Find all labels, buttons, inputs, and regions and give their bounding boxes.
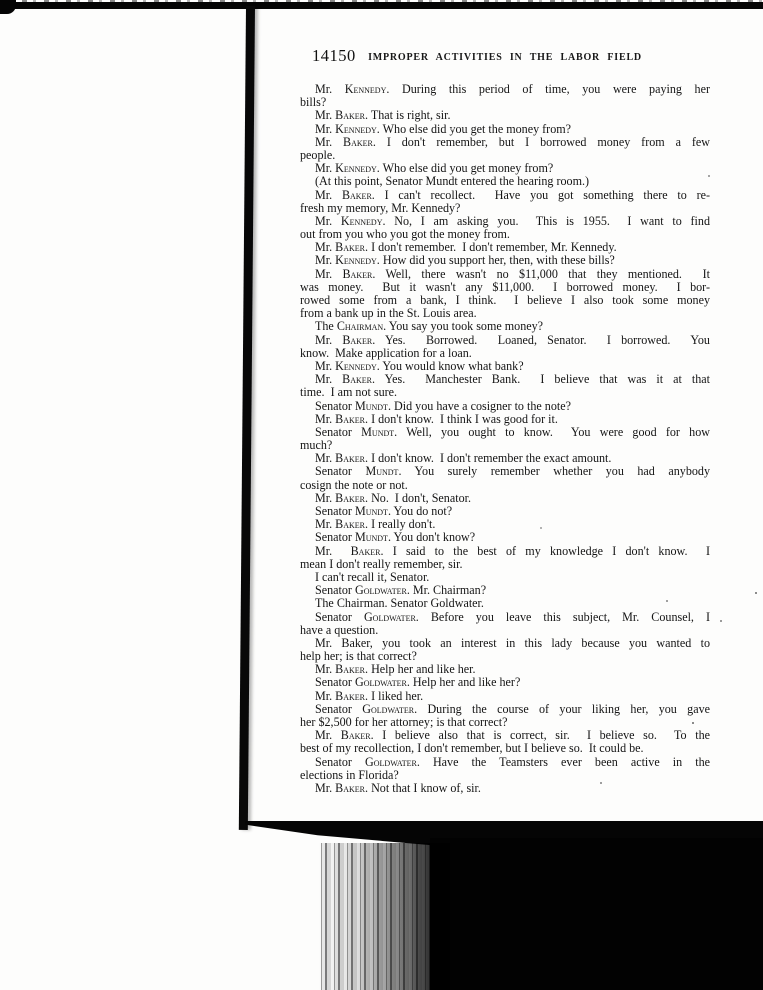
transcript-text: . You would know what bank? (376, 359, 524, 373)
transcript-body (300, 83, 710, 795)
transcript-text: Mr. (315, 663, 336, 677)
page-number: 14150 (312, 46, 356, 65)
transcript-text: Senator (315, 676, 355, 690)
speaker-name: Mundt (354, 531, 388, 545)
transcript-text: Senator (315, 425, 362, 439)
transcript-line (300, 175, 710, 188)
transcript-line (300, 215, 710, 228)
transcript-text: . Not that I know of, sir. (365, 781, 481, 795)
transcript-text: Mr. (315, 544, 351, 558)
transcript-text: Mr. (315, 518, 336, 532)
transcript-text: Mr. (315, 333, 343, 347)
transcript-text: elections in Florida? (300, 768, 399, 782)
transcript-text: Mr. (315, 214, 341, 228)
speaker-name: Baker (335, 109, 366, 123)
speaker-name: Goldwater (365, 755, 417, 769)
transcript-text: Senator (315, 531, 355, 545)
speaker-name: Baker (335, 241, 366, 255)
speaker-name: Baker (340, 729, 371, 743)
speaker-name: Baker (335, 781, 366, 795)
speaker-name: Baker (342, 267, 373, 281)
transcript-text: cosign the note or not. (300, 478, 408, 492)
transcript-text: Mr. (315, 188, 342, 202)
transcript-text: have a question. (300, 623, 379, 637)
transcript-text: . No. I don't, Senator. (365, 491, 472, 505)
transcript-line (300, 782, 710, 795)
transcript-line (300, 716, 710, 729)
transcript-line (300, 400, 710, 413)
transcript-text: The Chairman. Senator Goldwater. (315, 597, 484, 611)
transcript-text: Mr. (315, 109, 336, 123)
transcript-text: . Well, there wasn't no $11,000 that they mentioned. It (372, 267, 710, 281)
transcript-line (300, 676, 710, 689)
transcript-text: . How did you support her, then, with these bills? (376, 254, 615, 268)
speaker-name: Kennedy (344, 83, 387, 96)
speaker-name: Baker (341, 188, 372, 202)
transcript-line (300, 492, 710, 505)
speaker-name: Goldwater (354, 676, 407, 690)
transcript-text: . Who else did you get money from? (376, 162, 554, 176)
transcript-text: . I really don't. (365, 518, 436, 532)
transcript-text: bills? (300, 96, 327, 110)
transcript-line (300, 162, 710, 175)
speaker-name: Mundt (354, 399, 388, 413)
transcript-text: . You surely remember whether you had anybody (398, 465, 710, 479)
scan-top-edge (0, 2, 763, 9)
transcript-text: Senator (315, 465, 366, 479)
transcript-text: Mr. (315, 689, 336, 703)
transcript-line (300, 531, 710, 544)
transcript-line (300, 624, 710, 637)
transcript-line (300, 703, 710, 716)
transcript-text: people. (300, 148, 336, 162)
transcript-line (300, 584, 710, 597)
transcript-line (300, 83, 710, 96)
speaker-name: Goldwater (354, 584, 407, 598)
transcript-text: best of my recollection, I don't remember, but I believe so. It could be. (300, 742, 644, 756)
transcript-text: Senator (315, 610, 364, 624)
transcript-line (300, 281, 710, 294)
transcript-text: know. Make application for a loan. (300, 346, 472, 360)
transcript-line (300, 386, 710, 399)
scan-specks (300, 80, 302, 82)
speaker-name: Kennedy (335, 162, 377, 176)
speaker-name: Mundt (354, 505, 388, 518)
transcript-line (300, 505, 710, 518)
transcript-text: Mr. (315, 254, 336, 268)
transcript-text: . I liked her. (365, 689, 424, 703)
transcript-text: rowed some from a bank, I think. I believe I also took some money (300, 294, 710, 307)
book-gutter-shadow (239, 6, 255, 830)
transcript-line (300, 465, 710, 478)
transcript-text: . Well, you ought to know. You were good for how (394, 425, 710, 439)
transcript-text: Mr. (315, 267, 343, 281)
speaker-name: Baker (335, 452, 366, 466)
transcript-text: Mr. (315, 412, 336, 426)
transcript-line (300, 650, 710, 663)
transcript-text: Mr. (315, 452, 336, 466)
transcript-text: Senator (315, 584, 355, 598)
transcript-line (300, 334, 710, 347)
transcript-text: from a bank up in the St. Louis area. (300, 307, 477, 321)
transcript-text: . I don't remember, but I borrowed money from a few (372, 135, 710, 149)
transcript-text: . I can't recollect. Have you got something there to re- (371, 188, 710, 202)
transcript-line (300, 756, 710, 769)
speaker-name: Goldwater (362, 702, 415, 716)
transcript-text: . Have the Teamsters ever been active in the (416, 755, 710, 769)
transcript-text: Mr. (315, 491, 336, 505)
transcript-text: out from you who you got the money from. (300, 228, 510, 242)
transcript-text: much? (300, 439, 333, 453)
transcript-line (300, 611, 710, 624)
transcript-text: . I said to the best of my knowledge I don't know. I (380, 544, 710, 558)
speaker-name: Kennedy (335, 254, 377, 268)
transcript-line (300, 558, 710, 571)
transcript-text: The (315, 320, 337, 334)
transcript-text: Mr. (315, 373, 343, 387)
transcript-line (300, 228, 710, 241)
speaker-name: Kennedy (335, 122, 377, 136)
transcript-line (300, 136, 710, 149)
transcript-line (300, 413, 710, 426)
transcript-line (300, 597, 710, 610)
transcript-text: . You say you took some money? (383, 320, 544, 334)
transcript-text: Mr. (315, 162, 336, 176)
speaker-name: Chairman (336, 320, 384, 334)
speaker-name: Baker (342, 373, 373, 387)
transcript-line (300, 149, 710, 162)
running-title: IMPROPER ACTIVITIES IN THE LABOR FIELD (368, 52, 642, 63)
transcript-line (300, 769, 710, 782)
transcript-text: . You don't know? (387, 531, 476, 545)
transcript-text: Mr. Baker, you took an interest in this lady because you wanted to (315, 636, 710, 650)
transcript-text: . Did you have a cosigner to the note? (387, 399, 571, 413)
transcript-text: mean I don't really remember, sir. (300, 557, 463, 571)
page-header (300, 48, 710, 64)
transcript-line (300, 109, 710, 122)
transcript-text: Mr. (315, 122, 336, 136)
transcript-line (300, 360, 710, 373)
transcript-text: . Who else did you get the money from? (376, 122, 572, 136)
transcript-text: . During this period of time, you were paying her (386, 83, 710, 96)
transcript-text: (At this point, Senator Mundt entered the hearing room.) (315, 175, 590, 189)
transcript-text: . I believe also that is correct, sir. I believe so. To the (370, 729, 710, 743)
transcript-line (300, 347, 710, 360)
transcript-text: Senator (315, 702, 363, 716)
transcript-text: . I don't know. I think I was good for it. (365, 412, 558, 426)
transcript-line (300, 268, 710, 281)
transcript-text: . Help her and like her. (365, 663, 476, 677)
scan-corner-blob (0, 0, 16, 14)
transcript-text: Mr. (315, 729, 341, 743)
transcript-line (300, 254, 710, 267)
transcript-text: help her; is that correct? (300, 650, 417, 664)
speaker-name: Mundt (365, 465, 399, 479)
transcript-text: Senator (315, 755, 366, 769)
scan-noise-band (318, 843, 450, 990)
transcript-line (300, 320, 710, 333)
transcript-line (300, 729, 710, 742)
transcript-text: I can't recall it, Senator. (315, 570, 430, 584)
speaker-name: Baker (350, 544, 381, 558)
speaker-name: Baker (335, 663, 366, 677)
transcript-text: fresh my memory, Mr. Kennedy? (300, 201, 461, 215)
transcript-text: . During the course of your liking her, you gave (414, 702, 710, 716)
transcript-text: Senator (315, 505, 355, 518)
transcript-text: Mr. (315, 241, 336, 255)
transcript-line (300, 202, 710, 215)
transcript-line (300, 479, 710, 492)
transcript-text: . Yes. Manchester Bank. I believe that was it at that (372, 373, 710, 387)
transcript-line (300, 96, 710, 109)
speaker-name: Goldwater (363, 610, 416, 624)
transcript-line (300, 637, 710, 650)
speaker-name: Mundt (361, 425, 395, 439)
transcript-line (300, 690, 710, 703)
transcript-line (300, 123, 710, 136)
speaker-name: Baker (343, 135, 373, 149)
transcript-line (300, 294, 710, 307)
transcript-line (300, 373, 710, 386)
transcript-text: . Before you leave this subject, Mr. Counsel, I (415, 610, 710, 624)
transcript-text: . I don't know. I don't remember the exact amount. (365, 452, 612, 466)
transcript-line (300, 518, 710, 531)
transcript-text: Mr. (315, 359, 336, 373)
transcript-line (300, 439, 710, 452)
transcript-line (300, 189, 710, 202)
speaker-name: Baker (342, 333, 373, 347)
speaker-name: Baker (335, 491, 366, 505)
transcript-text: . Mr. Chairman? (406, 584, 487, 598)
transcript-text: . That is right, sir. (365, 109, 451, 123)
speaker-name: Baker (335, 412, 366, 426)
transcript-text: Mr. (315, 83, 345, 96)
transcript-line (300, 571, 710, 584)
transcript-text: . Yes. Borrowed. Loaned, Senator. I borrowed. You (372, 333, 710, 347)
transcript-line (300, 307, 710, 320)
transcript-line (300, 742, 710, 755)
transcript-text: her $2,500 for her attorney; is that correct? (300, 716, 508, 729)
transcript-line (300, 452, 710, 465)
transcript-line (300, 426, 710, 439)
transcript-text: Mr. (315, 135, 344, 149)
transcript-text: . No, I am asking you. This is 1955. I want to find (382, 214, 710, 228)
scan-bottom-black-block (430, 838, 763, 990)
speaker-name: Baker (335, 689, 366, 703)
transcript-text: time. I am not sure. (300, 386, 398, 400)
speaker-name: Kennedy (340, 214, 383, 228)
transcript-text: Mr. (315, 781, 336, 795)
transcript-text: . You do not? (387, 505, 453, 518)
transcript-text: Senator (315, 399, 355, 413)
transcript-line (300, 241, 710, 254)
transcript-line (300, 663, 710, 676)
speaker-name: Baker (335, 518, 366, 532)
speaker-name: Kennedy (335, 359, 377, 373)
transcript-text: was money. But it wasn't any $11,000. I borrowed money. I bor- (300, 280, 710, 294)
transcript-text: . Help her and like her? (406, 676, 521, 690)
transcript-line (300, 545, 710, 558)
transcript-text: . I don't remember. I don't remember, Mr. Kennedy. (365, 241, 617, 255)
